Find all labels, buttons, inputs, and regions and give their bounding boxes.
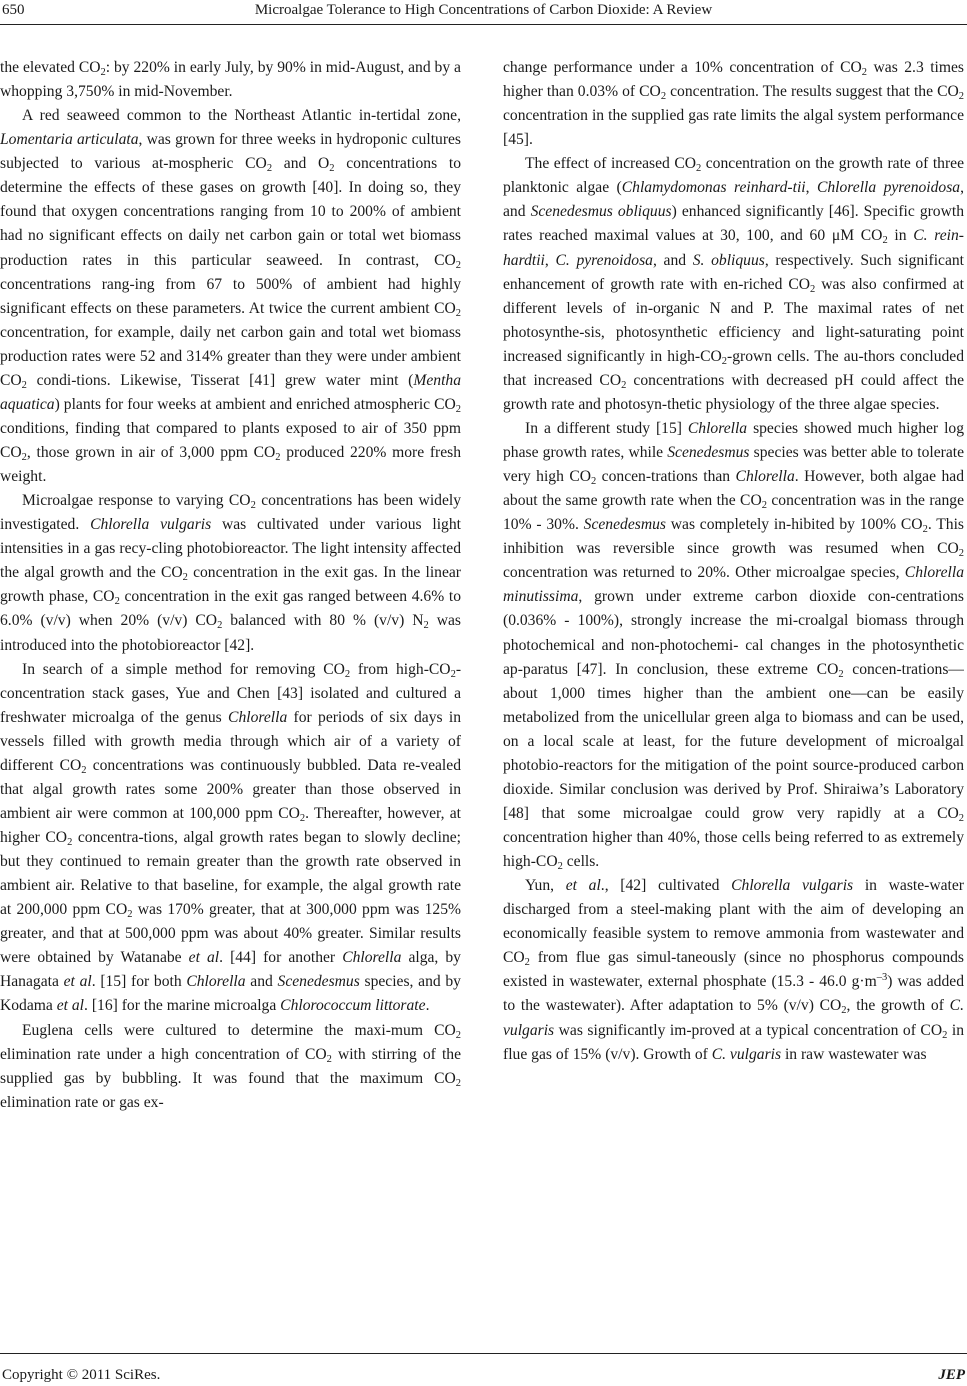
paragraph: Yun, et al., [42] cultivated Chlorella vulgaris in waste-water discharged from a steel-making plant with the aim of developing an economically feasible system to remove ammonia from wastewater and $CO_2$ from flue gas simul-taneously (since no phosphorus compounds existed in wastewater, external phosphate (15.3 - 46.0 $g\cdot m^{-3}$) was added to the wastewater). After adaptation to 5% (v/v) $CO_2$, the growth of C. vulgaris was significantly im-proved at a typical concentration of $CO_2$ in flue gas of 15% (v/v). Growth of C. vulgaris in raw wastewater was xyxy=(503,877,964,1063)
right-column xyxy=(503,56,964,1346)
paragraph: The effect of increased $CO_2$ concentration on the growth rate of three planktonic algae (Chlamydomonas reinhard-tii, Chlorella pyrenoidosa, and Scenedesmus obliquus) enhanced significantly [46]. Specific growth rates reached maximal values at 30, 100, and 60 μM $CO_2$ in C. rein-hardtii, C. pyrenoidosa, and S. obliquus, respectively. Such significant enhancement of growth rate with en-riched $CO_2$ was also confirmed at different levels of in-organic N and P. The maximal rates of net photosynthe-sis, photosynthetic efficiency and light-saturating point increased significantly in high-$CO_2$-grown cells. The au-thors concluded that increased $CO_2$ concentrations with decreased pH could affect the growth rate and photosyn-thetic physiology of the three algae species. xyxy=(503,155,964,413)
paragraph: change performance under a 10% concentration of $CO_2$ was 2.3 times higher than 0.03% of $CO_2$ concentration. The results suggest that the $CO_2$ concentration in the supplied gas rate limits the algal system performance [45]. xyxy=(503,59,964,149)
footer-rule xyxy=(0,1353,967,1354)
header-rule xyxy=(0,24,967,25)
running-title: Microalgae Tolerance to High Concentrations of Carbon Dioxide: A Review xyxy=(254,2,713,18)
copyright-notice: Copyright © 2011 SciRes. xyxy=(2,1367,161,1383)
paragraph: In a different study [15] Chlorella species showed much higher log phase growth rates, while Scenedesmus species was better able to tolerate very high $CO_2$ concen-trations than Chlorella. However, both algae had about the same growth rate when the $CO_2$ concentration was in the range 10% - 30%. Scenedesmus was completely in-hibited by 100% $CO_2$. This inhibition was reversible since growth was resumed when $CO_2$ concentration was returned to 20%. Other microalgae species, Chlorella minutissima, grown under extreme carbon dioxide con-centrations (0.036% - 100%), strongly increase the mi-croalgal biomass through photochemical and non-photochemi- cal changes in the photosynthetic ap-paratus [47]. In conclusion, these extreme $CO_2$ concen-trations—about 1,000 times higher than the ambient one—can be easily metabolized from the unicellular green alga to biomass and can be used, on a local scale at least, for the future development of microalgal photobio-reactors for the mitigation of the point source-produced carbon dioxide. Similar conclusion was derived by Prof. Shiraiwa’s Laboratory [48] that some microalgae could grow very rapidly at a $CO_2$ concentration higher than 40%, those cells being referred to as extremely high-$CO_2$ cells. xyxy=(503,419,964,873)
paragraph: Euglena cells were cultured to determine the maxi-mum $CO_2$ elimination rate under a high concentration of $CO_2$ with stirring of the supplied gas by bubbling. It was found that the maximum $CO_2$ elimination rate or gas ex- xyxy=(0,1021,461,1111)
page-footer xyxy=(0,1365,967,1385)
left-column xyxy=(0,56,461,1346)
paragraph: the elevated $CO_2$: by 220% in early July, by 90% in mid-August, and by a whopping 3,750% in mid-November. xyxy=(0,59,461,101)
paragraph: In search of a simple method for removing $CO_2$ from high-$CO_2$-concentration stack gases, Yue and Chen [43] isolated and cultured a freshwater microalga of the genus Chlorella for periods of six days in vessels filled with growth media through which air of a variety of different $CO_2$ concentrations was continuously bubbled. Data re-vealed that algal growth rates some 200% greater than those observed in ambient air were common at 100,000 ppm $CO_2$. Thereafter, however, at higher $CO_2$ concentra-tions, algal growth rates began to slowly decline; but they continued to remain greater than the growth rate observed in ambient air. Relative to that baseline, for example, the algal growth rate at 200,000 ppm $CO_2$ was 170% greater, that at 300,000 ppm was 125% greater, and that at 500,000 ppm was about 40% greater. Similar results were obtained by Watanabe et al. [44] for another Chlorella alga, by Hanagata et al. [15] for both Chlorella and Scenedesmus species, and by Kodama et al. [16] for the marine microalga Chlorococcum littorate. xyxy=(0,660,461,1015)
paragraph: A red seaweed common to the Northeast Atlantic in-tertidal zone, Lomentaria articulata, was grown for three weeks in hydroponic cultures subjected to various at-mospheric $CO_2$ and $O_2$ concentrations to determine the effects of these gases on growth [40]. In doing so, they found that oxygen concentrations ranging from 10 to 200% of ambient had no significant effects on daily net carbon gain or total wet biomass production rates in this particular seaweed. In contrast, $CO_2$ concentrations rang-ing from 67 to 500% of ambient had highly significant effects on these parameters. At twice the current ambient $CO_2$ concentration, for example, daily net carbon gain and total wet biomass production rates were 52 and 314% greater than they were under ambient $CO_2$ condi-tions. Likewise, Tisserat [41] grew water mint (Mentha aquatica) plants for four weeks at ambient and enriched atmospheric $CO_2$ conditions, finding that compared to plants exposed to air of 350 ppm $CO_2$, those grown in air of 3,000 ppm $CO_2$ produced 220% more fresh weight. xyxy=(0,107,461,486)
page-header xyxy=(0,0,967,20)
page-number: 650 xyxy=(2,2,25,18)
journal-abbreviation: JEP xyxy=(938,1367,965,1383)
paragraph: Microalgae response to varying $CO_2$ concentrations has been widely investigated. Chlorella vulgaris was cultivated under various light intensities in a gas recy-cling photobioreactor. The light intensity affected the algal growth and the $CO_2$ concentration in the exit gas. In the linear growth phase, $CO_2$ concentration in the exit gas ranged between 4.6% to 6.0% (v/v) when 20% (v/v) $CO_2$ balanced with 80 % (v/v) $N_2$ was introduced into the photobioreactor [42]. xyxy=(0,492,461,654)
